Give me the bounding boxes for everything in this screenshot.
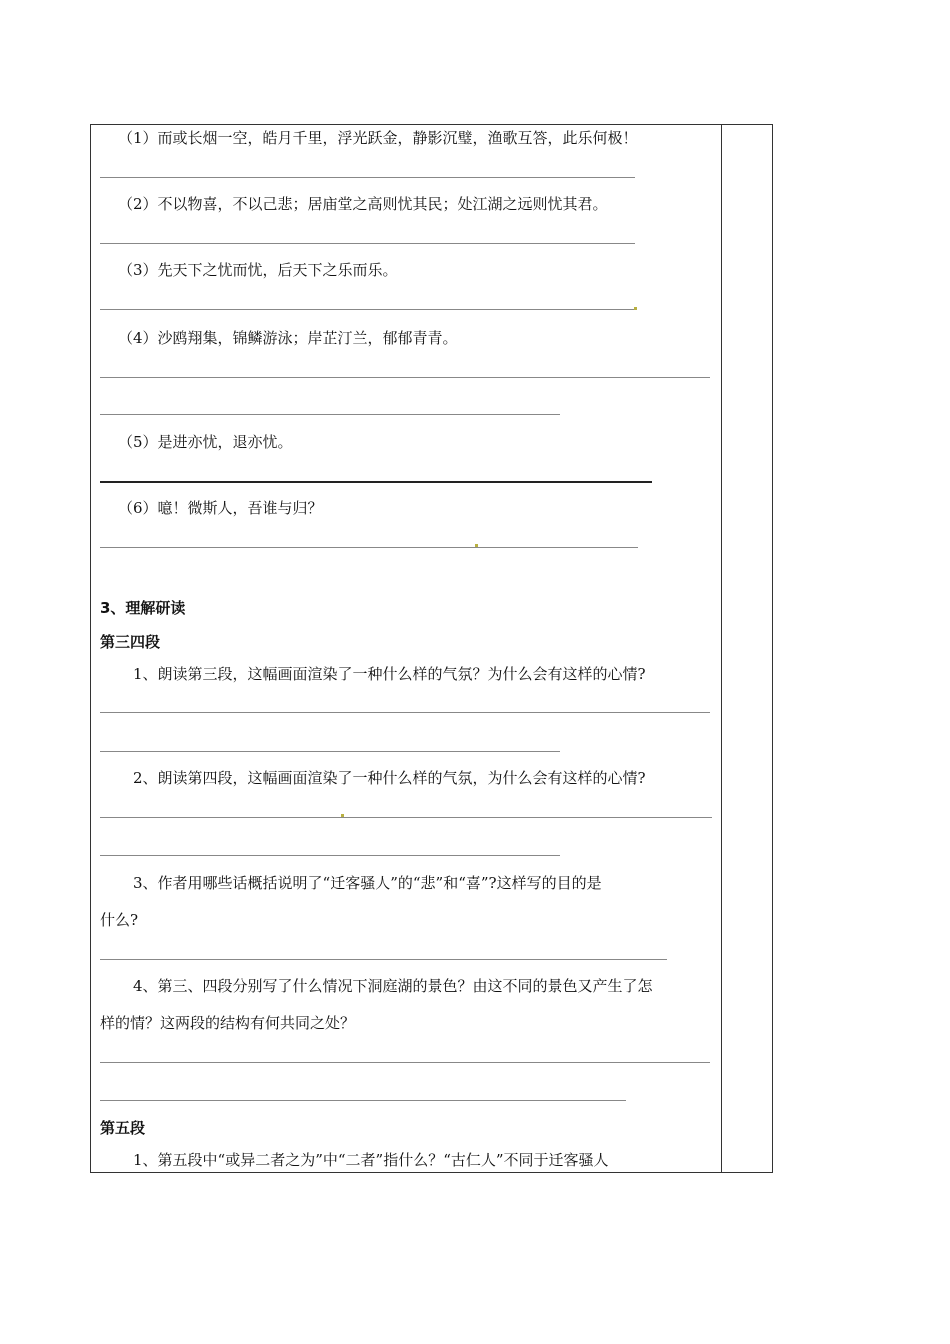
item-5: （5）是进亦忧，退亦忧。 [118, 433, 293, 451]
question-2: 2、朗读第四段，这幅画面渲染了一种什么样的气氛，为什么会有这样的心情? [133, 769, 646, 787]
question-4-line-1: 4、第三、四段分别写了什么情况下洞庭湖的景色？由这不同的景色又产生了怎 [133, 977, 653, 995]
question-4-line-2: 样的情？这两段的结构有何共同之处？ [100, 1014, 356, 1032]
item-6: （6）噫！微斯人，吾谁与归？ [118, 499, 323, 517]
question-1: 1、朗读第三段，这幅画面渲染了一种什么样的气氛？为什么会有这样的心情? [133, 665, 646, 683]
item-3: （3）先天下之忧而忧，后天下之乐而乐。 [118, 261, 398, 279]
subsection-heading: 第三四段 [100, 633, 161, 651]
question-3-line-2: 什么? [100, 911, 139, 929]
answer-line[interactable] [100, 712, 710, 713]
answer-line[interactable] [100, 1062, 710, 1063]
answer-line[interactable] [100, 243, 635, 244]
answer-line[interactable] [100, 855, 560, 856]
answer-line[interactable] [100, 817, 712, 818]
section-heading: 3、理解研读 [100, 599, 186, 617]
answer-line[interactable] [100, 177, 635, 178]
item-1: （1）而或长烟一空，皓月千里，浮光跃金，静影沉璧，渔歌互答，此乐何极！ [118, 129, 638, 147]
answer-line[interactable] [100, 1100, 626, 1101]
question-3-line-1: 3、作者用哪些话概括说明了“迁客骚人”的“悲”和“喜”?这样写的目的是 [133, 874, 602, 892]
mark-dot [475, 544, 478, 547]
mark-dot [634, 307, 637, 310]
answer-line[interactable] [100, 751, 560, 752]
mark-dot [341, 814, 344, 817]
answer-line[interactable] [100, 414, 560, 415]
subsection-heading: 第五段 [100, 1119, 146, 1137]
item-2: （2）不以物喜，不以己悲；居庙堂之高则忧其民；处江湖之远则忧其君。 [118, 195, 608, 213]
item-4: （4）沙鸥翔集，锦鳞游泳；岸芷汀兰，郁郁青青。 [118, 329, 458, 347]
answer-line[interactable] [100, 481, 652, 483]
answer-line[interactable] [100, 309, 635, 310]
answer-line[interactable] [100, 959, 667, 960]
answer-line[interactable] [100, 547, 638, 548]
answer-line[interactable] [100, 377, 710, 378]
table-column-divider [721, 124, 722, 1173]
question-5-1: 1、第五段中“或异二者之为”中“二者”指什么？“古仁人”不同于迁客骚人 [133, 1151, 609, 1169]
